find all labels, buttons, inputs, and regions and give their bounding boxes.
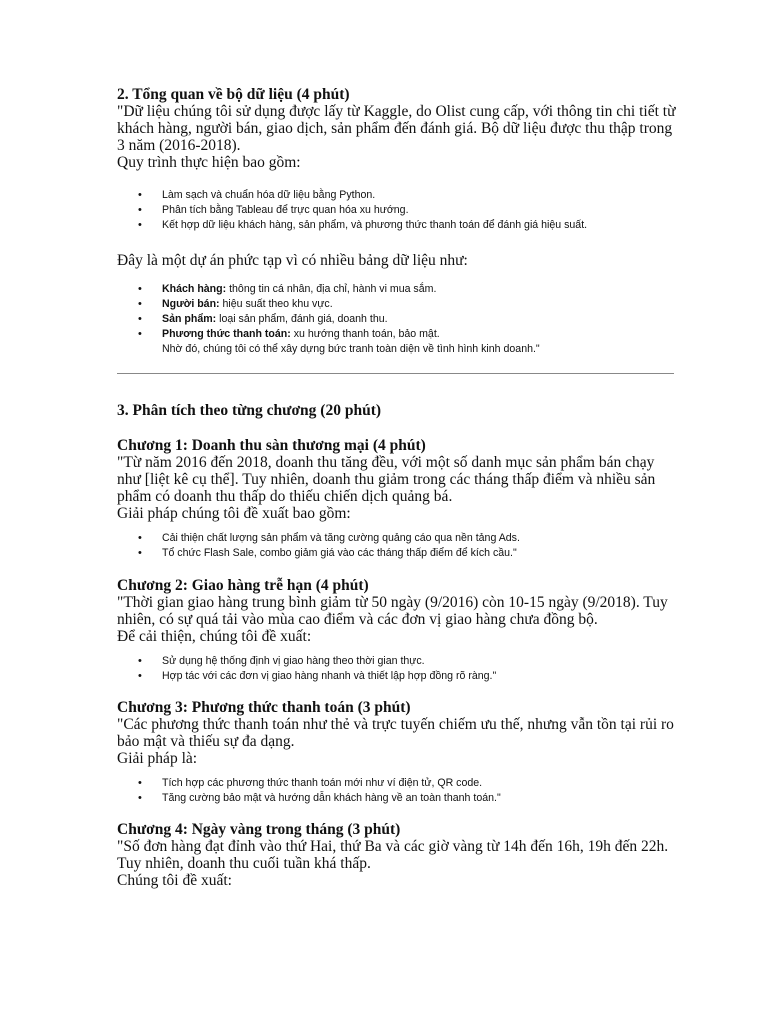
chapter-4-title: Chương 4: Ngày vàng trong tháng (3 phút)	[117, 821, 401, 838]
section-3-heading: 3. Phân tích theo từng chương (20 phút)	[117, 402, 382, 419]
chapter-2-body: "Thời gian giao hàng trung bình giảm từ 50 ngày (9/2016) còn 10-15 ngày (9/2018). Tuy nhiên, có sự quá tải vào mùa cao điểm và các đơn vị giao hàng chưa đồng bộ.	[117, 594, 668, 628]
chapter-1-lead: Giải pháp chúng tôi đề xuất bao gồm:	[117, 505, 351, 522]
horizontal-rule	[117, 373, 674, 374]
item-label: Khách hàng:	[162, 283, 227, 295]
list-item	[117, 312, 677, 327]
list-item: • Tích hợp các phương thức thanh toán mới như ví điện tử, QR code.	[117, 776, 677, 791]
chapter-1-title: Chương 1: Doanh thu sàn thương mại (4 phút)	[117, 437, 426, 454]
item-text: thông tin cá nhân, địa chỉ, hành vi mua sắm.	[226, 283, 437, 295]
item-label: Người bán:	[162, 298, 220, 310]
chapter-3-body: "Các phương thức thanh toán như thẻ và trực tuyến chiếm ưu thế, nhưng vẫn tồn tại rủi ro bảo mật và thiếu sự đa dạng.	[117, 716, 674, 750]
process-label: Quy trình thực hiện bao gồm:	[117, 154, 301, 171]
item-label: Sản phẩm:	[162, 313, 217, 325]
document-page	[117, 86, 677, 889]
list-item: • Sử dụng hệ thống định vị giao hàng theo thời gian thực.	[117, 654, 677, 669]
chapter-2-lead: Để cải thiện, chúng tôi đề xuất:	[117, 628, 312, 645]
list-item: • Phân tích bằng Tableau để trực quan hóa xu hướng.	[117, 203, 677, 218]
conclusion-line: Nhờ đó, chúng tôi có thể xây dựng bức tranh toàn diện về tình hình kinh doanh."	[162, 343, 540, 355]
chapter-3-list	[117, 776, 677, 806]
list-item: • Kết hợp dữ liệu khách hàng, sản phẩm, và phương thức thanh toán để đánh giá hiệu suất.	[117, 218, 677, 233]
tables-list	[117, 282, 677, 357]
chapter-4-lead: Chúng tôi đề xuất:	[117, 872, 232, 889]
chapter-1-body: "Từ năm 2016 đến 2018, doanh thu tăng đều, với một số danh mục sản phẩm bán chạy như [liệt kê cụ thể]. Tuy nhiên, doanh thu giảm trong các tháng thấp điểm và nhiều sản phẩm có doanh thu thấp do thiếu chiến dịch quảng bá.	[117, 454, 656, 505]
item-label: Phương thức thanh toán:	[162, 328, 291, 340]
chapter-4-body: "Số đơn hàng đạt đỉnh vào thứ Hai, thứ Ba và các giờ vàng từ 14h đến 16h, 19h đến 22h. Tuy nhiên, doanh thu cuối tuần khá thấp.	[117, 838, 669, 872]
chapter-2-list	[117, 654, 677, 684]
list-item: • Tăng cường bảo mật và hướng dẫn khách hàng về an toàn thanh toán."	[117, 791, 677, 806]
item-text: xu hướng thanh toán, bảo mật.	[290, 328, 440, 340]
chapter-1-list	[117, 531, 677, 561]
chapter-3-lead: Giải pháp là:	[117, 750, 198, 767]
list-item	[117, 327, 677, 342]
section-2-heading: 2. Tổng quan về bộ dữ liệu (4 phút)	[117, 86, 350, 103]
list-item: • Hợp tác với các đơn vị giao hàng nhanh và thiết lập hợp đồng rõ ràng."	[117, 669, 677, 684]
item-text: hiệu suất theo khu vực.	[219, 298, 333, 310]
list-item: • Cải thiện chất lượng sản phẩm và tăng cường quảng cáo qua nền tảng Ads.	[117, 531, 677, 546]
item-text: loại sản phẩm, đánh giá, doanh thu.	[216, 313, 388, 325]
list-item	[117, 282, 677, 297]
list-item	[117, 297, 677, 312]
section-2-intro: "Dữ liệu chúng tôi sử dụng được lấy từ Kaggle, do Olist cung cấp, với thông tin chi tiết từ khách hàng, người bán, giao dịch, sản phẩm đến đánh giá. Bộ dữ liệu được thu thập trong 3 năm (2016-2018).	[117, 103, 676, 154]
list-item: • Tổ chức Flash Sale, combo giảm giá vào các tháng thấp điểm để kích cầu."	[117, 546, 677, 561]
chapter-2-title: Chương 2: Giao hàng trễ hạn (4 phút)	[117, 577, 369, 594]
complex-label: Đây là một dự án phức tạp vì có nhiều bảng dữ liệu như:	[117, 252, 468, 269]
chapter-3-title: Chương 3: Phương thức thanh toán (3 phút)	[117, 699, 411, 716]
process-list	[117, 188, 677, 233]
list-item: • Làm sạch và chuẩn hóa dữ liệu bằng Python.	[117, 188, 677, 203]
